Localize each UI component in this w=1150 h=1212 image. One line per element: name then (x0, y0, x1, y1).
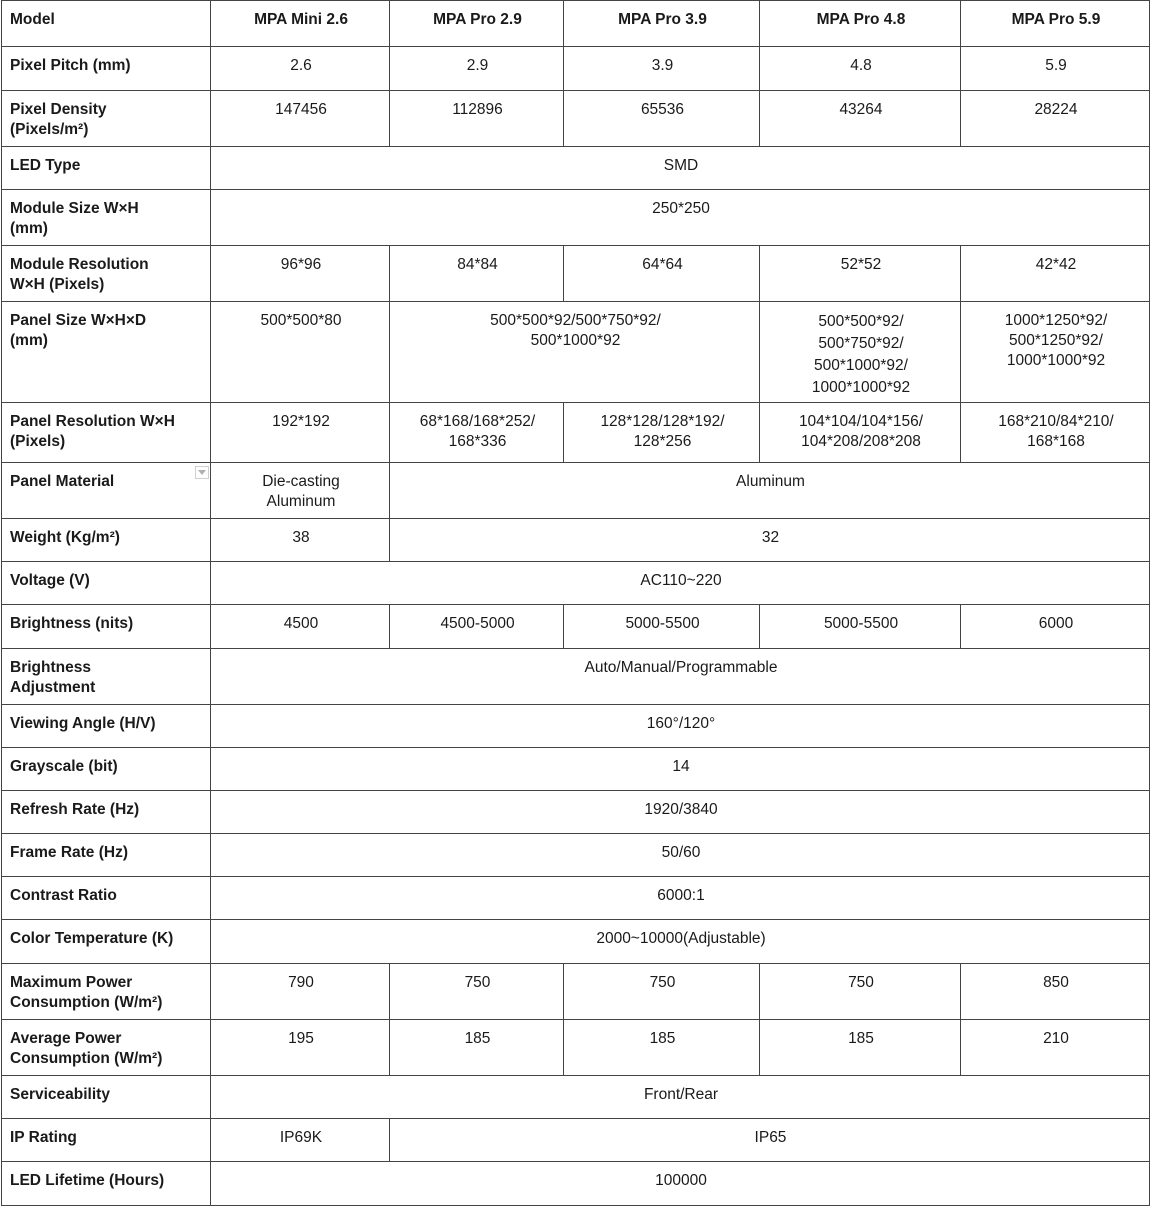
table-cell: 65536 (564, 91, 760, 147)
table-cell (961, 302, 1150, 403)
row-label: Pixel Pitch (mm) (2, 47, 211, 91)
row-label-line: Consumption (W/m²) (10, 1050, 163, 1067)
row-viewing-angle (2, 705, 1150, 748)
row-label-line: Module Size W×H (10, 200, 139, 217)
table-cell: 185 (760, 1020, 961, 1076)
model-pro-2-9: MPA Pro 2.9 (390, 1, 564, 47)
row-label (2, 190, 211, 246)
table-cell: 4500 (211, 605, 390, 649)
row-max-power (2, 964, 1150, 1020)
cell-line: Aluminum (266, 493, 336, 510)
cell-line: 68*168/168*252/ (419, 413, 536, 430)
cell-line: 1000*1250*92/ (1004, 312, 1108, 329)
row-module-resolution (2, 246, 1150, 302)
table-cell: 6000 (961, 605, 1150, 649)
table-cell: 210 (961, 1020, 1150, 1076)
table-cell (961, 403, 1150, 463)
cell-line: 104*104/104*156/ (798, 413, 924, 430)
model-pro-3-9: MPA Pro 3.9 (564, 1, 760, 47)
table-cell (760, 302, 961, 403)
row-label: Brightness (nits) (2, 605, 211, 649)
table-cell: 2.6 (211, 47, 390, 91)
row-label: Refresh Rate (Hz) (2, 791, 211, 834)
cell-line: 1000*1000*92 (811, 379, 911, 396)
row-color-temperature (2, 920, 1150, 964)
row-label (2, 1020, 211, 1076)
row-label (2, 649, 211, 705)
cell-line: 1000*1000*92 (1006, 352, 1106, 369)
row-pixel-pitch (2, 47, 1150, 91)
row-brightness (2, 605, 1150, 649)
table-cell: 5000-5500 (760, 605, 961, 649)
table-cell: 850 (961, 964, 1150, 1020)
table-cell: 195 (211, 1020, 390, 1076)
table-cell: 32 (390, 519, 1150, 562)
row-panel-size (2, 302, 1150, 403)
table-cell: 750 (390, 964, 564, 1020)
table-cell: 112896 (390, 91, 564, 147)
dropdown-arrow-icon[interactable] (195, 466, 209, 479)
table-cell: 750 (760, 964, 961, 1020)
table-cell: AC110~220 (211, 562, 1150, 605)
row-frame-rate (2, 834, 1150, 877)
row-panel-material (2, 463, 1150, 519)
row-label-line: Pixel Density (10, 101, 107, 118)
row-label (2, 463, 211, 519)
table-cell: 2000~10000(Adjustable) (211, 920, 1150, 964)
table-cell: 1920/3840 (211, 791, 1150, 834)
row-avg-power (2, 1020, 1150, 1076)
table-cell: 42*42 (961, 246, 1150, 302)
row-ip-rating (2, 1119, 1150, 1162)
header-row (2, 1, 1150, 47)
row-label-line: Average Power (10, 1030, 122, 1047)
table-cell: 4500-5000 (390, 605, 564, 649)
table-cell: 43264 (760, 91, 961, 147)
row-label-line: Adjustment (10, 679, 96, 696)
spec-table (1, 0, 1150, 1206)
table-cell (390, 403, 564, 463)
table-cell: 84*84 (390, 246, 564, 302)
table-cell: 4.8 (760, 47, 961, 91)
row-label (2, 403, 211, 463)
table-cell: 50/60 (211, 834, 1150, 877)
cell-line: 500*750*92/ (818, 335, 904, 352)
table-cell: 500*500*80 (211, 302, 390, 403)
row-module-size (2, 190, 1150, 246)
table-cell: 14 (211, 748, 1150, 791)
cell-line: 104*208/208*208 (801, 433, 921, 450)
table-cell: Front/Rear (211, 1076, 1150, 1119)
table-cell (564, 403, 760, 463)
cell-line: 128*256 (633, 433, 692, 450)
row-label-line: Panel Resolution W×H (10, 413, 175, 430)
cell-line: 500*1000*92 (530, 332, 621, 349)
table-cell (390, 302, 760, 403)
cell-line: 128*128/128*192/ (600, 413, 725, 430)
row-label: Voltage (V) (2, 562, 211, 605)
row-pixel-density (2, 91, 1150, 147)
row-label (2, 964, 211, 1020)
row-led-lifetime (2, 1162, 1150, 1206)
cell-line: 500*1000*92/ (814, 357, 908, 374)
row-label (2, 91, 211, 147)
table-cell: 3.9 (564, 47, 760, 91)
model-pro-5-9: MPA Pro 5.9 (961, 1, 1150, 47)
model-mini-2-6: MPA Mini 2.6 (211, 1, 390, 47)
table-cell: 250*250 (211, 190, 1150, 246)
row-label-text: Panel Material (10, 473, 115, 490)
row-voltage (2, 562, 1150, 605)
row-panel-resolution (2, 403, 1150, 463)
table-cell (211, 463, 390, 519)
row-contrast-ratio (2, 877, 1150, 920)
table-cell: 28224 (961, 91, 1150, 147)
row-label-line: (Pixels) (10, 433, 66, 450)
row-label: Grayscale (bit) (2, 748, 211, 791)
row-label: Color Temperature (K) (2, 920, 211, 964)
table-cell: 5.9 (961, 47, 1150, 91)
row-label: Contrast Ratio (2, 877, 211, 920)
row-label: LED Lifetime (Hours) (2, 1162, 211, 1206)
table-cell: Auto/Manual/Programmable (211, 649, 1150, 705)
table-cell: IP65 (390, 1119, 1150, 1162)
row-label-line: Panel Size W×H×D (10, 312, 147, 329)
row-label: Serviceability (2, 1076, 211, 1119)
table-cell: 185 (564, 1020, 760, 1076)
row-label-line: (mm) (10, 332, 48, 349)
table-cell (760, 403, 961, 463)
row-brightness-adjustment (2, 649, 1150, 705)
cell-line: 500*500*92/500*750*92/ (490, 312, 661, 329)
table-cell: IP69K (211, 1119, 390, 1162)
table-cell: 185 (390, 1020, 564, 1076)
table-cell: 6000:1 (211, 877, 1150, 920)
row-label (2, 246, 211, 302)
row-label-line: Brightness (10, 659, 91, 676)
row-label: Viewing Angle (H/V) (2, 705, 211, 748)
row-label-line: (Pixels/m²) (10, 121, 89, 138)
cell-line: 500*1250*92/ (1009, 332, 1103, 349)
row-label-line: W×H (Pixels) (10, 276, 105, 293)
cell-line: Die-casting (262, 473, 340, 490)
row-label: Weight (Kg/m²) (2, 519, 211, 562)
row-label: LED Type (2, 147, 211, 190)
row-label-line: Consumption (W/m²) (10, 994, 163, 1011)
table-cell: 750 (564, 964, 760, 1020)
table-cell: 38 (211, 519, 390, 562)
table-cell: 192*192 (211, 403, 390, 463)
table-cell: 2.9 (390, 47, 564, 91)
row-serviceability (2, 1076, 1150, 1119)
table-cell: 160°/120° (211, 705, 1150, 748)
model-pro-4-8: MPA Pro 4.8 (760, 1, 961, 47)
cell-line: 168*210/84*210/ (998, 413, 1114, 430)
row-led-type (2, 147, 1150, 190)
row-grayscale (2, 748, 1150, 791)
row-label-line: (mm) (10, 220, 48, 237)
table-cell: 64*64 (564, 246, 760, 302)
cell-line: 168*168 (1027, 433, 1085, 450)
row-label (2, 302, 211, 403)
table-cell: SMD (211, 147, 1150, 190)
table-cell: Aluminum (390, 463, 1150, 519)
table-cell: 5000-5500 (564, 605, 760, 649)
table-cell: 790 (211, 964, 390, 1020)
row-weight (2, 519, 1150, 562)
cell-line: 168*336 (448, 433, 507, 450)
row-label: IP Rating (2, 1119, 211, 1162)
row-label-line: Maximum Power (10, 974, 133, 991)
header-label: Model (2, 1, 211, 47)
row-label: Frame Rate (Hz) (2, 834, 211, 877)
row-refresh-rate (2, 791, 1150, 834)
row-label-line: Module Resolution (10, 256, 149, 273)
cell-line: 500*500*92/ (818, 313, 904, 330)
table-cell: 100000 (211, 1162, 1150, 1206)
table-cell: 52*52 (760, 246, 961, 302)
table-cell: 147456 (211, 91, 390, 147)
table-cell: 96*96 (211, 246, 390, 302)
